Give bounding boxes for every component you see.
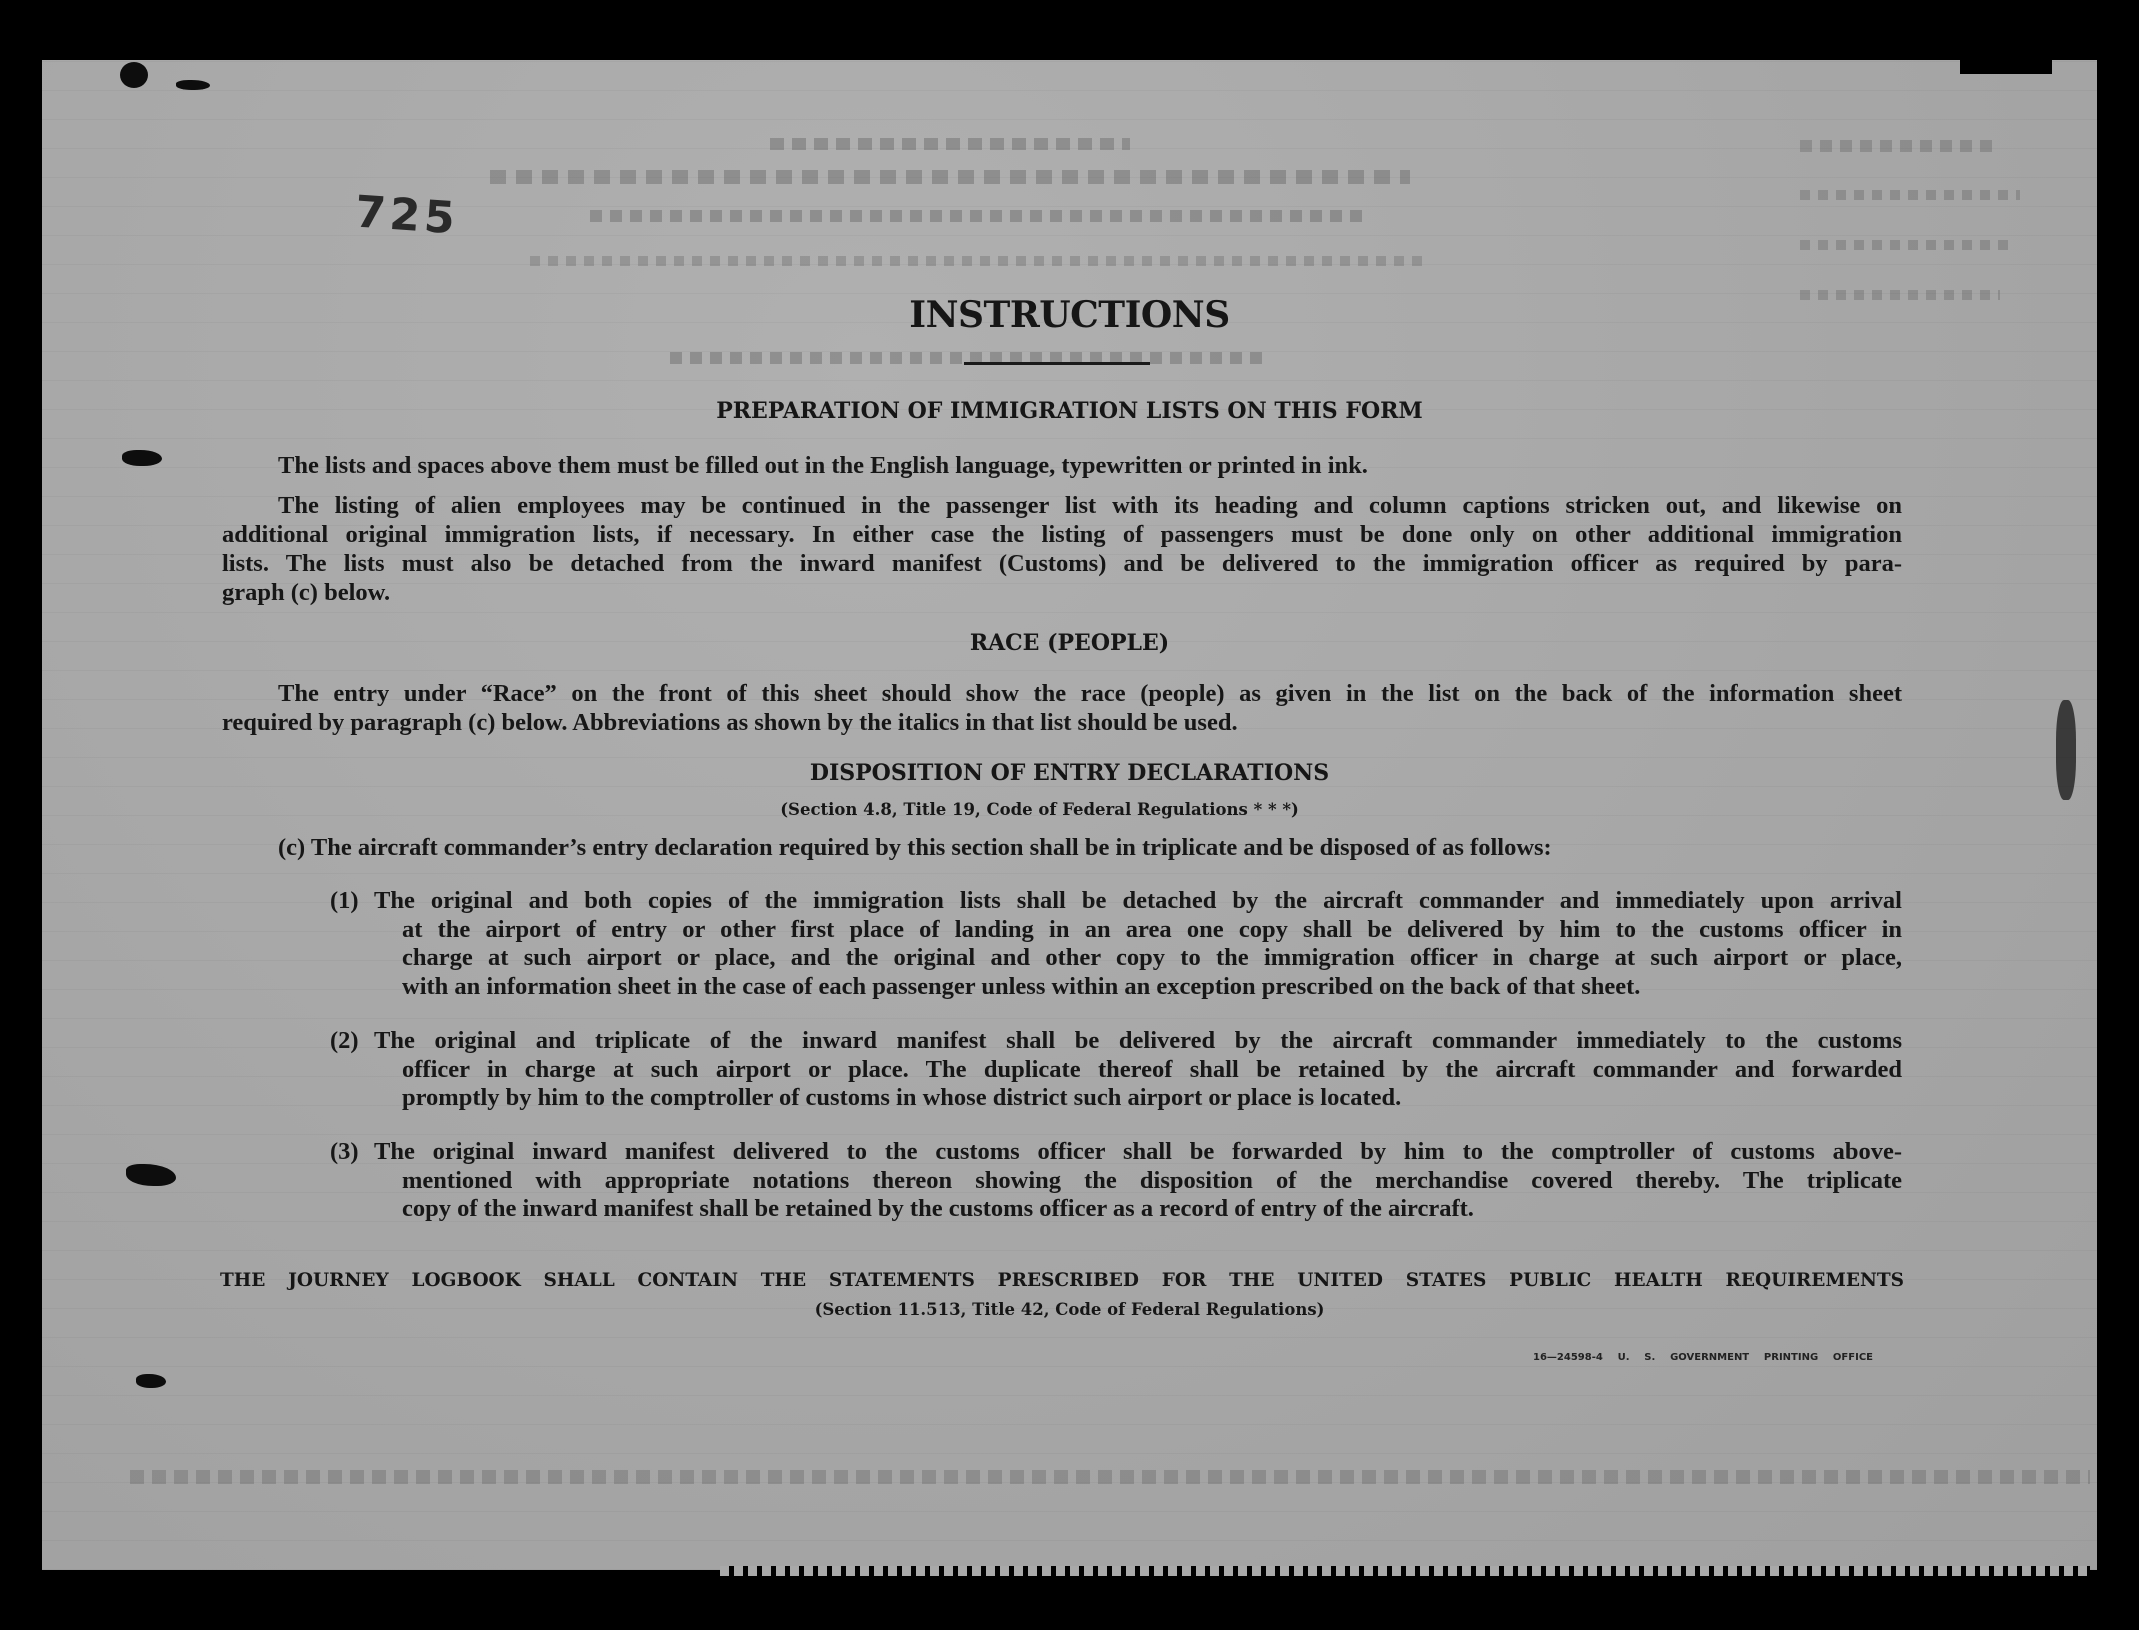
paragraph-race xyxy=(222,679,1902,737)
torn-edge xyxy=(720,1566,2090,1576)
section-citation: (Section 4.8, Title 19, Code of Federal Regulations * * *) xyxy=(780,800,1299,819)
paragraph-line: required by paragraph (c) below. Abbreviations as shown by the italics in that list should be used. xyxy=(222,709,1238,736)
paragraph-alien-employees xyxy=(222,491,1902,607)
sheet-notch xyxy=(1960,44,2052,74)
paragraph-line: graph (c) below. xyxy=(222,579,391,606)
bleed-through-area xyxy=(470,130,1470,390)
paragraph-line: The listing of alien employees may be continued in the passenger list with its heading and column captions stricken out, and likewise on xyxy=(278,492,1902,519)
list-item-line: officer in charge at such airport or place. The duplicate thereof shall be retained by the aircraft commander and forwarded xyxy=(402,1055,1902,1083)
list-item-3 xyxy=(330,1138,1902,1228)
title-underline xyxy=(964,362,1150,365)
footer-citation: (Section 11.513, Title 42, Code of Federal Regulations) xyxy=(814,1300,1325,1319)
section-heading-disposition: DISPOSITION OF ENTRY DECLARATIONS xyxy=(809,760,1330,786)
section-heading-race: RACE (PEOPLE) xyxy=(969,630,1170,656)
ink-blot xyxy=(136,1374,166,1388)
ink-blot xyxy=(120,62,148,88)
paragraph-line: The entry under “Race” on the front of this sheet should show the race (people) as given in the list on the back of the information sheet xyxy=(278,680,1902,707)
list-item-number: (3) xyxy=(330,1138,359,1165)
list-item-1 xyxy=(330,887,1902,1007)
section-heading-preparation: PREPARATION OF IMMIGRATION LISTS ON THIS FORM xyxy=(716,398,1423,424)
paragraph-line: additional original immigration lists, if necessary. In either case the listing of passengers must be done only on other additional immigration xyxy=(222,521,1902,548)
bleed-through-bottom xyxy=(130,1470,2090,1484)
paragraph-line: The lists and spaces above them must be filled out in the English language, typewritten or printed in ink. xyxy=(278,452,1368,479)
paragraph-line: lists. The lists must also be detached from the inward manifest (Customs) and be delivered to the immigration officer as required by para- xyxy=(222,550,1902,577)
ink-blot xyxy=(2056,700,2076,800)
paragraph-intro-c xyxy=(278,833,1758,862)
list-item-line: promptly by him to the comptroller of customs in whose district such airport or place is located. xyxy=(402,1084,1402,1111)
ink-blot xyxy=(122,450,162,466)
list-item-line: at the airport of entry or other first place of landing in an area one copy shall be delivered by him to the customs officer in xyxy=(402,915,1902,943)
footer-requirement: THE JOURNEY LOGBOOK SHALL CONTAIN THE STATEMENTS PRESCRIBED FOR THE UNITED STATES PUBLIC HEALTH REQUIREMENTS xyxy=(220,1270,1904,1291)
list-item-line: with an information sheet in the case of each passenger unless within an exception prescribed on the back of that sheet. xyxy=(402,972,1641,1000)
list-item-line: mentioned with appropriate notations thereon showing the disposition of the merchandise covered thereby. The triplicate xyxy=(402,1166,1902,1194)
list-item-line: The original and both copies of the immigration lists shall be detached by the aircraft commander and immediately upon arrival xyxy=(374,887,1902,914)
list-item-line: The original and triplicate of the inward manifest shall be delivered by the aircraft commander immediately to the customs xyxy=(374,1027,1902,1054)
printing-office-imprint: 16—24598-4 U. S. GOVERNMENT PRINTING OFFICE xyxy=(1533,1352,1873,1363)
paragraph-line: (c) The aircraft commander’s entry declaration required by this section shall be in triplicate and be disposed of as follows: xyxy=(278,834,1552,861)
ink-blot xyxy=(176,80,210,90)
list-item-line: charge at such airport or place, and the original and other copy to the immigration officer in charge at such airport or place, xyxy=(402,944,1902,971)
list-item-line: copy of the inward manifest shall be retained by the customs officer as a record of entry of the aircraft. xyxy=(402,1195,1474,1222)
handwritten-mark: 725 xyxy=(353,186,461,245)
list-item-number: (2) xyxy=(330,1027,359,1054)
list-item-line: The original inward manifest delivered to the customs officer shall be forwarded by him to the comptroller of customs above- xyxy=(374,1138,1902,1165)
paragraph-english-language xyxy=(278,451,1678,480)
list-item-number: (1) xyxy=(330,887,359,914)
list-item-2 xyxy=(330,1027,1902,1117)
page-title: INSTRUCTIONS xyxy=(909,294,1230,336)
